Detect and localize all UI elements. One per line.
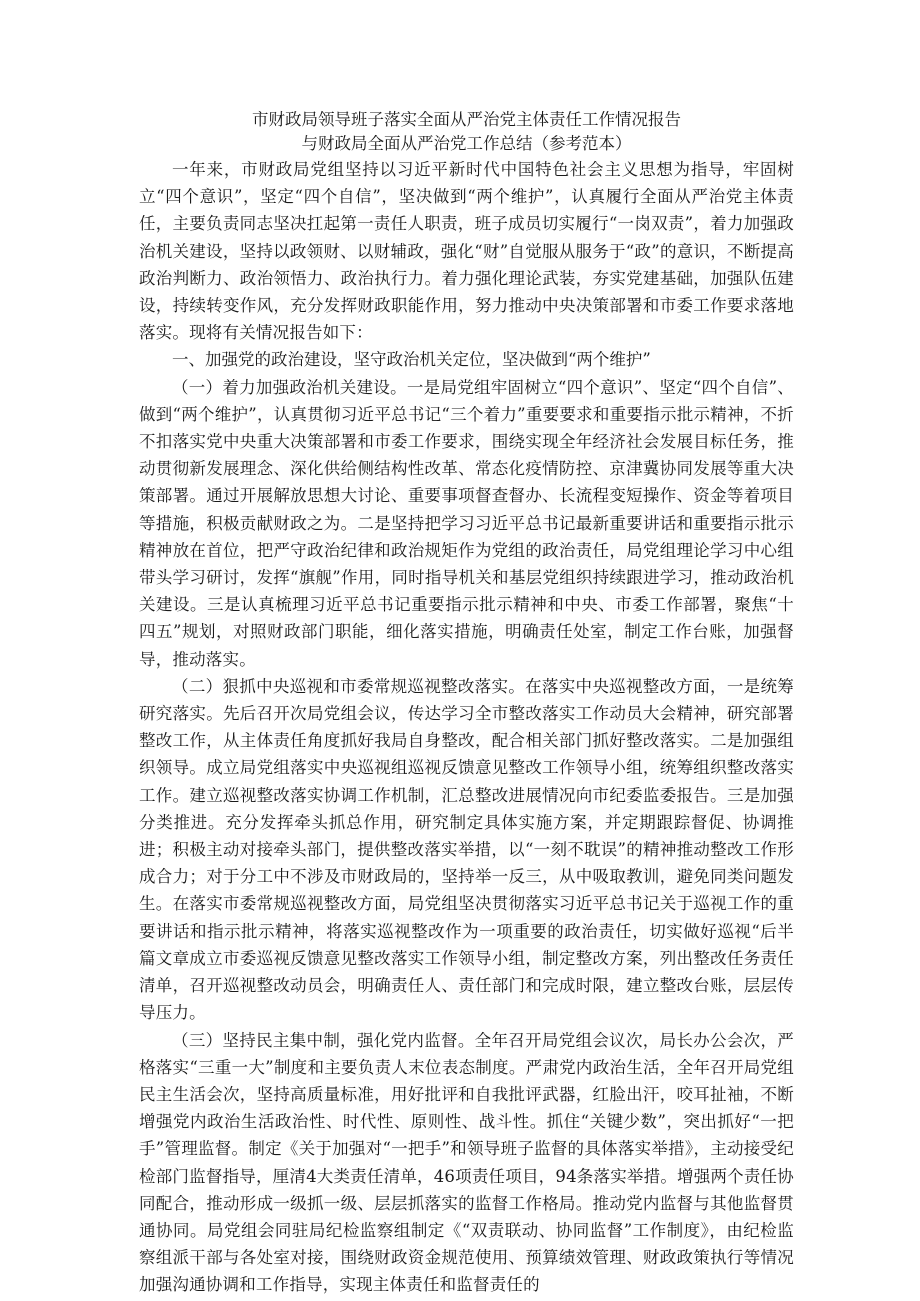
document-title-line2: 与财政局全面从严治党工作总结（参考范本） — [301, 134, 632, 153]
document-page — [139, 108, 794, 1299]
paragraph-2: （二）狠抓中央巡视和市委常规巡视整改落实。在落实中央巡视整改方面，一是统筹研究落实。先后召开次局党组会议，传达学习全市整改落实工作动员大会精神，研究部署整改工作，从主体责任角度抓好我局自身整改，配合相关部门抓好整改落实。二是加强组织领导。成立局党组落实中央巡视组巡视反馈意见整改工作领导小组，统筹组织整改落实工作。建立巡视整改落实协调工作机制，汇总整改进展情况向市纪委监委报告。三是加强分类推进。充分发挥牵头抓总作用，研究制定具体实施方案，并定期跟踪督促、协调推进；积极主动对接牵头部门，提供整改落实举措，以“一刻不耽误”的精神推动整改工作形成合力；对于分工中不涉及市财政局的，坚持举一反三，从中吸取教训，避免同类问题发生。在落实市委常规巡视整改方面，局党组坚决贯彻落实习近平总书记关于巡视工作的重要讲话和指示批示精神，将落实巡视整改作为一项重要的政治责任，切实做好巡视“后半篇文章成立市委巡视反馈意见整改落实工作领导小组，制定整改方案，列出整改任务责任清单，召开巡视整改动员会，明确责任人、责任部门和完成时限，建立整改台账，层层传导压力。 — [139, 676, 794, 1023]
document-title-line1: 市财政局领导班子落实全面从严治党主体责任工作情况报告 — [252, 110, 681, 129]
paragraph-3: （三）坚持民主集中制，强化党内监督。全年召开局党组会议次，局长办公会次，严格落实“三重一大”制度和主要负责人末位表态制度。严肃党内政治生活，全年召开局党组民主生活会次，坚持高质量标准，用好批评和自我批评武器，红脸出汗，咬耳扯袖，不断增强党内政治生活政治性、时代性、原则性、战斗性。抓住“关键少数”，突出抓好“一把手”管理监督。制定《关于加强对“一把手”和领导班子监督的具体落实举措》，主动接受纪检部门监督指导，厘清4大类责任清单，46项责任项目，94条落实举措。增强两个责任协同配合，推动形成一级抓一级、层层抓落实的监督工作格局。推动党内监督与其他监督贯通协同。局党组会同驻局纪检监察组制定《“双责联动、协同监督”工作制度》，由纪检监察组派干部与各处室对接，围绕财政资金规范使用、预算绩效管理、财政政策执行等情况加强沟通协调和工作指导，实现主体责任和监督责任的 — [139, 1030, 794, 1295]
paragraph-1: （一）着力加强政治机关建设。一是局党组牢固树立“四个意识”、坚定“四个自信”、做到“两个维护”，认真贯彻习近平总书记“三个着力”重要要求和重要指示批示精神，不折不扣落实党中央重大决策部署和市委工作要求，围绕实现全年经济社会发展目标任务，推动贯彻新发展理念、深化供给侧结构性改革、常态化疫情防控、京津冀协同发展等重大决策部署。通过开展解放思想大讨论、重要事项督查督办、长流程变短操作、资金等着项目等措施，积极贡献财政之为。二是坚持把学习习近平总书记最新重要讲话和重要指示批示精神放在首位，把严守政治纪律和政治规矩作为党组的政治责任，局党组理论学习中心组带头学习研讨，发挥“旗舰”作用，同时指导机关和基层党组织持续跟进学习，推动政治机关建设。三是认真梳理习近平总书记重要指示批示精神和中央、市委工作部署，聚焦“十四五”规划，对照财政部门职能，细化落实措施，明确责任处室，制定工作台账，加强督导，推动落实。 — [139, 377, 794, 669]
intro-paragraph: 一年来，市财政局党组坚持以习近平新时代中国特色社会主义思想为指导，牢固树立“四个意识”，坚定“四个自信”，坚决做到“两个维护”，认真履行全面从严治党主体责任，主要负责同志坚决扛起第一责任人职责，班子成员切实履行“一岗双责”，着力加强政治机关建设，坚持以政领财、以财辅政，强化“财”自觉服从服务于“政”的意识，不断提高政治判断力、政治领悟力、政治执行力。着力强化理论武装，夯实党建基础，加强队伍建设，持续转变作风，充分发挥财政职能作用，努力推动中央决策部署和市委工作要求落地落实。现将有关情况报告如下： — [139, 160, 794, 343]
section1-heading: 一、加强党的政治建设，坚守政治机关定位，坚决做到“两个维护” — [172, 350, 651, 370]
